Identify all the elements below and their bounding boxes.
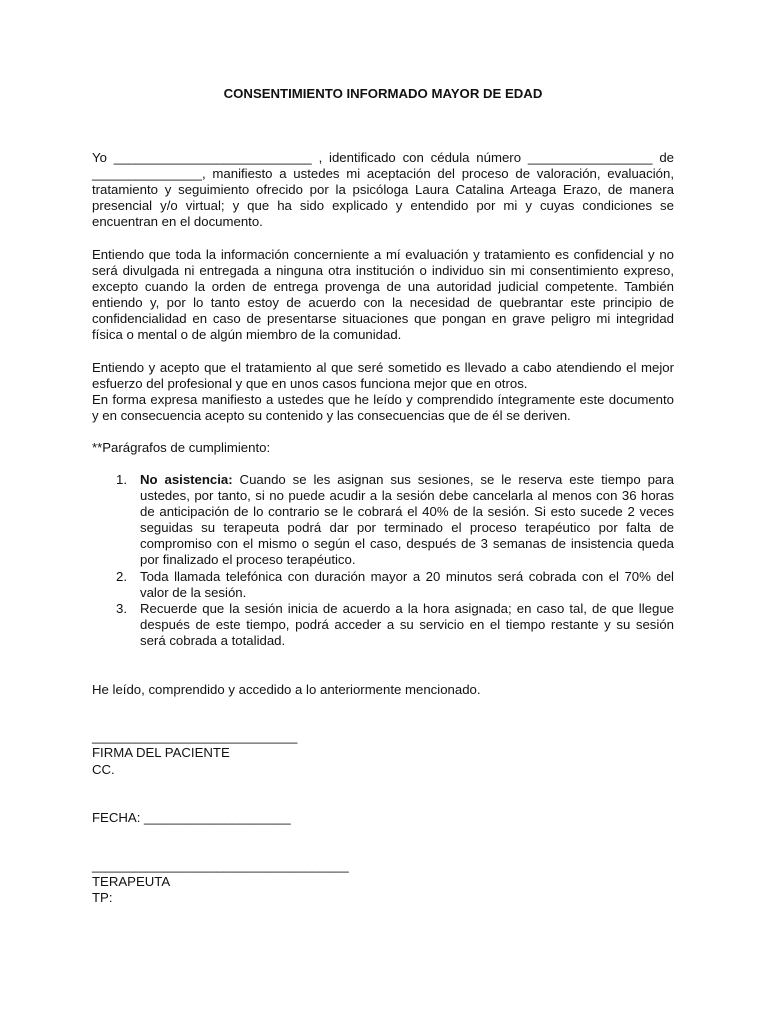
paragraph-acceptance-second: En forma expresa manifiesto a ustedes que he leído y comprendido íntegramente este documento y en consecuencia acepto su contenido y las consecuencias que de él se deriven. bbox=[92, 392, 674, 424]
list-item-bold-lead: No asistencia: bbox=[140, 472, 233, 487]
list-item bbox=[92, 601, 674, 649]
list-item bbox=[92, 472, 674, 569]
patient-signature-label: FIRMA DEL PACIENTE bbox=[92, 745, 230, 760]
date-field: FECHA: ____________________ bbox=[92, 810, 291, 825]
patient-cc-label: CC. bbox=[92, 762, 115, 777]
list-item-text: Recuerde que la sesión inicia de acuerdo a la hora asignada; en caso tal, de que llegue después de este tiempo, podrá acceder a su servicio en el tiempo restante y su sesión será cobrada a totalidad. bbox=[140, 600, 674, 648]
paragraph-acceptance bbox=[92, 360, 674, 424]
paragraph-identification: Yo ___________________________ , identificado con cédula número _________________ de _______________, manifiesto a ustedes mi aceptación del proceso de valoración, evaluación, tratamiento y seguimiento ofrecido por la psicóloga Laura Catalina Arteaga Erazo, de manera presencial y/o virtual; y que ha sido explicado y entendido por mi y cuyas condiciones se encuentran en el documento. bbox=[92, 150, 674, 230]
therapist-label: TERAPEUTA bbox=[92, 874, 171, 889]
list-item bbox=[92, 569, 674, 601]
patient-signature-line: ____________________________ bbox=[92, 729, 298, 744]
list-item-number: 3. bbox=[116, 600, 127, 616]
list-item-text: Cuando se les asignan sus sesiones, se le reserva este tiempo para ustedes, por tanto, si no puede acudir a la sesión debe cancelarla al menos con 36 horas de anticipación de lo contrario se le cobrará el 40% de la sesión. Si esto sucede 2 veces seguidas su terapeuta podrá dar por terminado el proceso terapéutico por falta de compromiso con el mismo o según el caso, después de 3 semanas de insistencia queda por finalizado el proceso terapéutico. bbox=[140, 472, 674, 568]
compliance-heading: **Parágrafos de cumplimiento: bbox=[92, 440, 271, 455]
compliance-list bbox=[92, 472, 674, 649]
acknowledgment-statement: He leído, comprendido y accedido a lo anteriormente mencionado. bbox=[92, 682, 481, 697]
therapist-tp-label: TP: bbox=[92, 890, 113, 905]
document-title: CONSENTIMIENTO INFORMADO MAYOR DE EDAD bbox=[223, 86, 543, 101]
document-page bbox=[92, 0, 674, 1024]
therapist-signature-line: ___________________________________ bbox=[92, 858, 349, 873]
list-item-number: 1. bbox=[116, 472, 127, 487]
paragraph-confidentiality: Entiendo que toda la información concerniente a mí evaluación y tratamiento es confidencial y no será divulgada ni entregada a ninguna otra institución o individuo sin mi consentimiento expreso, excepto cuando la orden de entrega provenga de una autoridad judicial competente. También entiendo y, por lo tanto estoy de acuerdo con la necesidad de quebrantar este principio de confidencialidad en caso de presentarse situaciones que pongan en grave peligro mi integridad física o mental o de algún miembro de la comunidad. bbox=[92, 247, 674, 343]
paragraph-acceptance-first: Entiendo y acepto que el tratamiento al que seré sometido es llevado a cabo atendiendo el mejor esfuerzo del profesional y que en unos casos funciona mejor que en otros. bbox=[92, 360, 674, 392]
list-item-number: 2. bbox=[116, 568, 127, 584]
list-item-text: Toda llamada telefónica con duración mayor a 20 minutos será cobrada con el 70% del valor de la sesión. bbox=[140, 568, 674, 600]
